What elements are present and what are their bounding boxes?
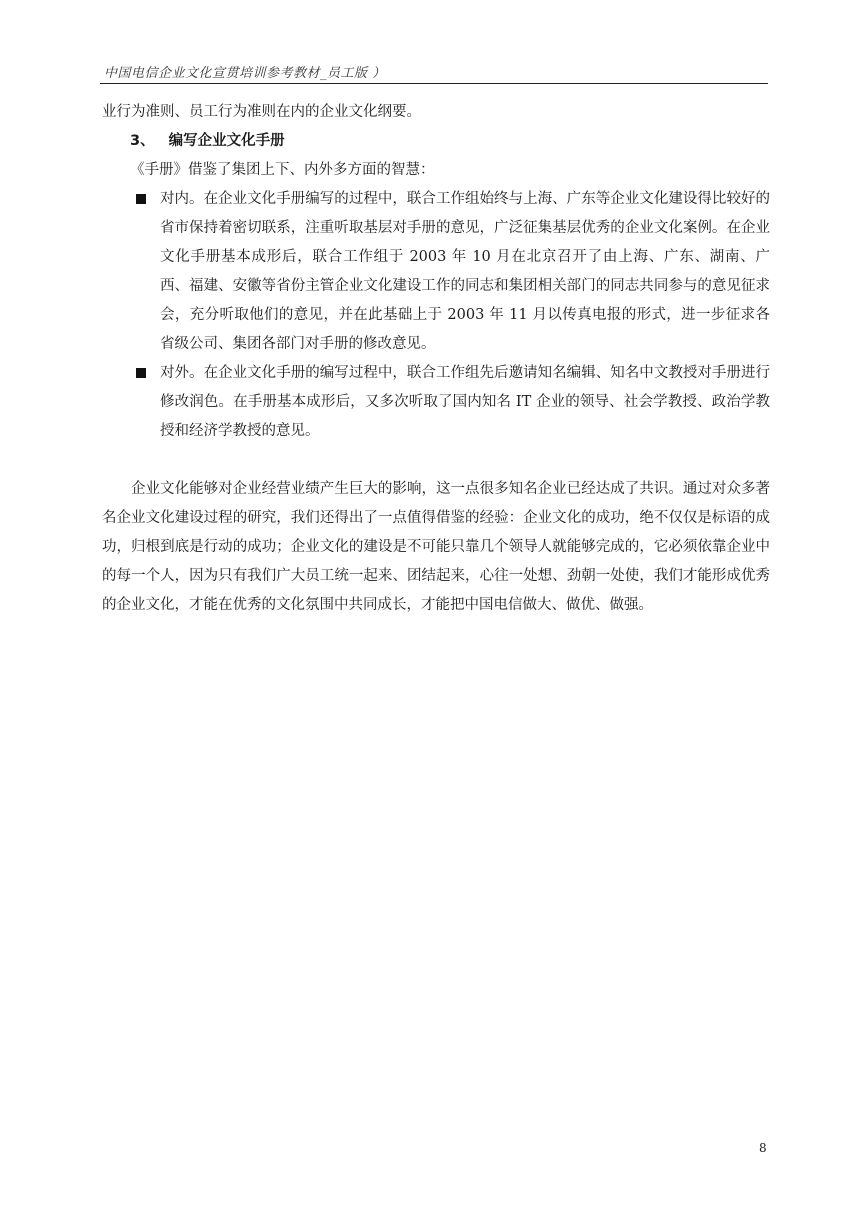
body-paragraph: 企业文化能够对企业经营业绩产生巨大的影响，这一点很多知名企业已经达成了共识。通过对众多著名企业文化建设过程的研究，我们还得出了一点值得借鉴的经验：企业文化的成功，绝不仅仅是标语的成功，归根到底是行动的成功；企业文化的建设是不可能只靠几个领导人就能够完成的，它必须依靠企业中的每一个人，因为只有我们广大员工统一起来、团结起来，心往一处想、劲朝一处使，我们才能形成优秀的企业文化，才能在优秀的文化氛围中共同成长，才能把中国电信做大、做优、做强。 xyxy=(102,481,770,613)
section-title: 编写企业文化手册 xyxy=(168,133,285,149)
running-header: 中国电信企业文化宣贯培训参考教材_员工版 ） xyxy=(104,66,386,81)
square-bullet-icon xyxy=(136,194,146,204)
section-number: 3、 xyxy=(130,133,155,149)
bullet-item xyxy=(102,359,770,446)
continuation-line: 业行为准则、员工行为准则在内的企业文化纲要。 xyxy=(102,104,421,120)
bullet-text: 对内。在企业文化手册编写的过程中，联合工作组始终与上海、广东等企业文化建设得比较好的省市保持着密切联系，注重听取基层对手册的意见，广泛征集基层优秀的企业文化案例。在企业文化手册基本成形后，联合工作组于 2003 年 10 月在北京召开了由上海、广东、湖南、广西、福建、安徽等省份主管企业文化建设工作的同志和集团相关部门的同志共同参与的意见征求会，充分听取他们的意见，并在此基础上于 2003 年 11 月以传真电报的形式，进一步征求各省级公司、集团各部门对手册的修改意见。 xyxy=(160,191,770,352)
square-bullet-icon xyxy=(136,368,146,378)
section-heading xyxy=(102,127,770,156)
bullet-text: 对外。在企业文化手册的编写过程中，联合工作组先后邀请知名编辑、知名中文教授对手册进行修改润色。在手册基本成形后，又多次听取了国内知名 IT 企业的领导、社会学教授、政治学教授和经济学教授的意见。 xyxy=(160,365,770,439)
body-text xyxy=(102,98,770,620)
section-intro: 《手册》借鉴了集团上下、内外多方面的智慧： xyxy=(130,162,435,178)
header-rule xyxy=(100,83,768,84)
page-number: 8 xyxy=(759,1141,767,1155)
bullet-item xyxy=(102,185,770,359)
